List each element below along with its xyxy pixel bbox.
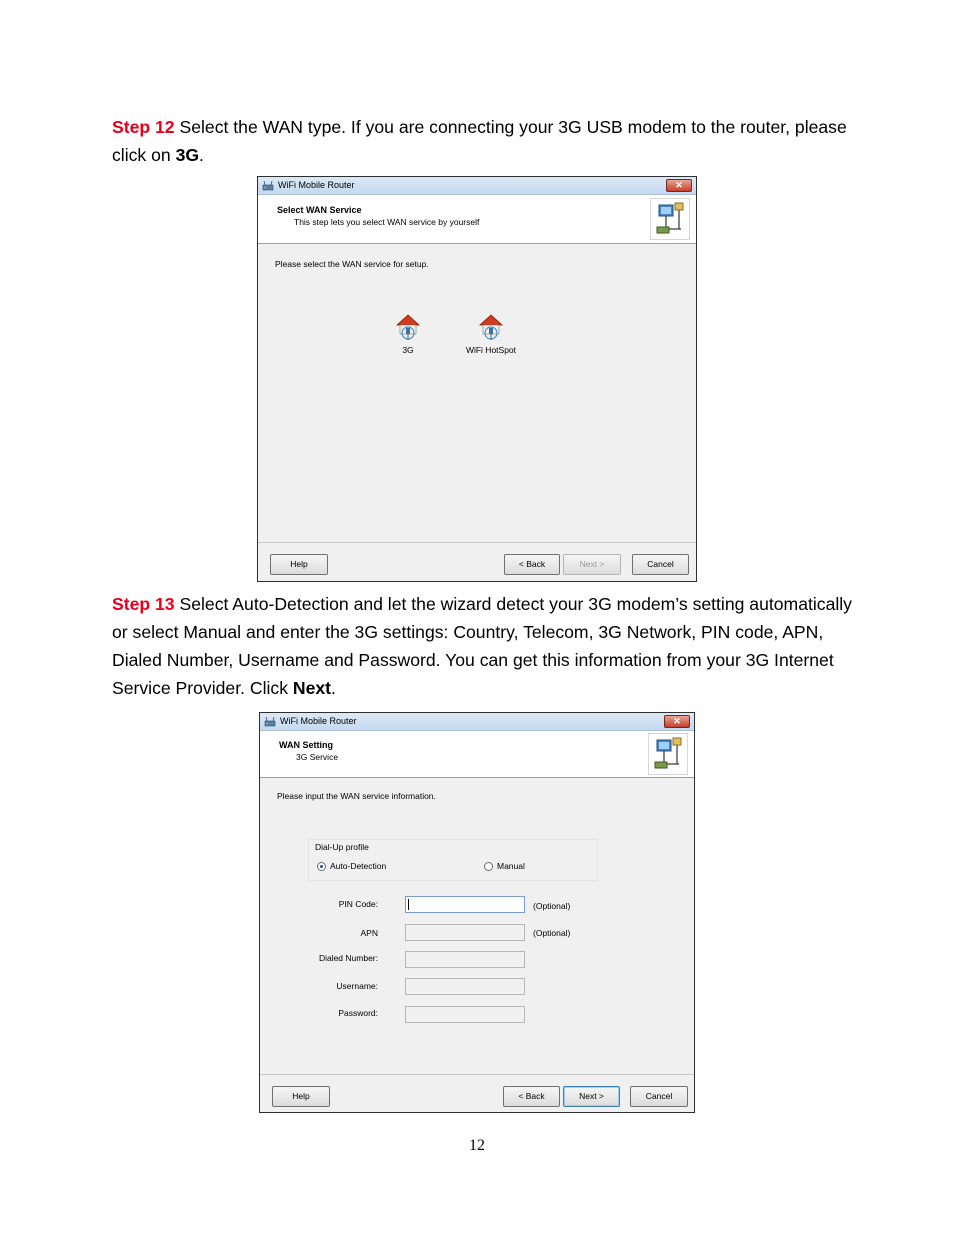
- pin-optional-note: (Optional): [533, 901, 571, 911]
- network-wizard-icon: [650, 198, 690, 240]
- title-bar[interactable]: [258, 177, 696, 195]
- step13-label: Step 13: [112, 594, 175, 614]
- step12-end: .: [199, 145, 204, 165]
- input-prompt: Please input the WAN service information.: [277, 791, 436, 801]
- apn-label: APN: [360, 928, 378, 938]
- window-title: WiFi Mobile Router: [280, 716, 357, 726]
- radio-manual[interactable]: [484, 861, 525, 871]
- text-caret: [408, 899, 409, 910]
- username-label: Username:: [336, 981, 378, 991]
- dialup-profile-group: [308, 839, 598, 881]
- cancel-button[interactable]: Cancel: [632, 554, 689, 575]
- step12-bold: 3G: [175, 145, 200, 165]
- dialed-number-label: Dialed Number:: [318, 953, 378, 963]
- pin-code-label: PIN Code:: [338, 899, 378, 909]
- footer-divider: [260, 1074, 694, 1075]
- password-label: Password:: [338, 1008, 378, 1018]
- step12-paragraph: [112, 113, 852, 169]
- wizard-header: [260, 731, 694, 778]
- back-button[interactable]: < Back: [504, 554, 560, 575]
- wan-service-dialog: [257, 176, 697, 582]
- step12-text: Select the WAN type. If you are connecting your 3G USB modem to the router, please click on: [112, 117, 847, 165]
- pin-code-input[interactable]: [405, 896, 525, 913]
- close-button[interactable]: ✕: [666, 179, 692, 192]
- page-number: 12: [469, 1137, 485, 1154]
- title-bar[interactable]: [260, 713, 694, 731]
- radio-label: Auto-Detection: [330, 861, 387, 871]
- step13-text: Select Auto-Detection and let the wizard detect your 3G modem’s setting automatically or select Manual and enter the 3G settings: Country, Telecom, 3G Network, PIN code, APN, Dialed Number, Username and Password. You can get this information from your 3G Internet Service Provider. Click: [112, 594, 852, 698]
- step13-paragraph: [112, 590, 852, 702]
- choice-label: WiFi HotSpot: [465, 345, 517, 355]
- wan-setting-dialog: [259, 712, 695, 1113]
- radio-auto-detection[interactable]: [317, 861, 386, 871]
- radio-selected-icon: [317, 862, 326, 871]
- help-button[interactable]: Help: [272, 1086, 330, 1107]
- help-button[interactable]: Help: [270, 554, 328, 575]
- next-button[interactable]: Next >: [563, 1086, 620, 1107]
- router-icon: [262, 180, 274, 191]
- dialed-number-input[interactable]: [405, 951, 525, 968]
- house-network-icon: [395, 313, 421, 341]
- cancel-button[interactable]: Cancel: [630, 1086, 688, 1107]
- wizard-header: [258, 195, 696, 244]
- router-icon: [264, 716, 276, 727]
- header-subtitle: This step lets you select WAN service by yourself: [294, 217, 480, 227]
- header-title: Select WAN Service: [277, 205, 362, 215]
- radio-unselected-icon: [484, 862, 493, 871]
- apn-optional-note: (Optional): [533, 928, 571, 938]
- network-wizard-icon: [648, 733, 688, 775]
- wan-choice-wifi-hotspot[interactable]: [456, 313, 526, 355]
- window-title: WiFi Mobile Router: [278, 180, 355, 190]
- wan-choice-3g[interactable]: [373, 313, 443, 355]
- password-input[interactable]: [405, 1006, 525, 1023]
- choice-label: 3G: [402, 345, 414, 355]
- apn-input[interactable]: [405, 924, 525, 941]
- step13-end: .: [331, 678, 336, 698]
- next-button[interactable]: Next >: [563, 554, 621, 575]
- select-prompt: Please select the WAN service for setup.: [275, 259, 429, 269]
- back-button[interactable]: < Back: [503, 1086, 560, 1107]
- house-network-icon: [478, 313, 504, 341]
- step13-bold: Next: [292, 678, 332, 698]
- step12-label: Step 12: [112, 117, 175, 137]
- group-label: Dial-Up profile: [315, 842, 369, 852]
- header-subtitle: 3G Service: [296, 752, 339, 762]
- radio-label: Manual: [497, 861, 525, 871]
- header-title: WAN Setting: [279, 740, 333, 750]
- username-input[interactable]: [405, 978, 525, 995]
- footer-divider: [258, 542, 696, 543]
- close-button[interactable]: ✕: [664, 715, 690, 728]
